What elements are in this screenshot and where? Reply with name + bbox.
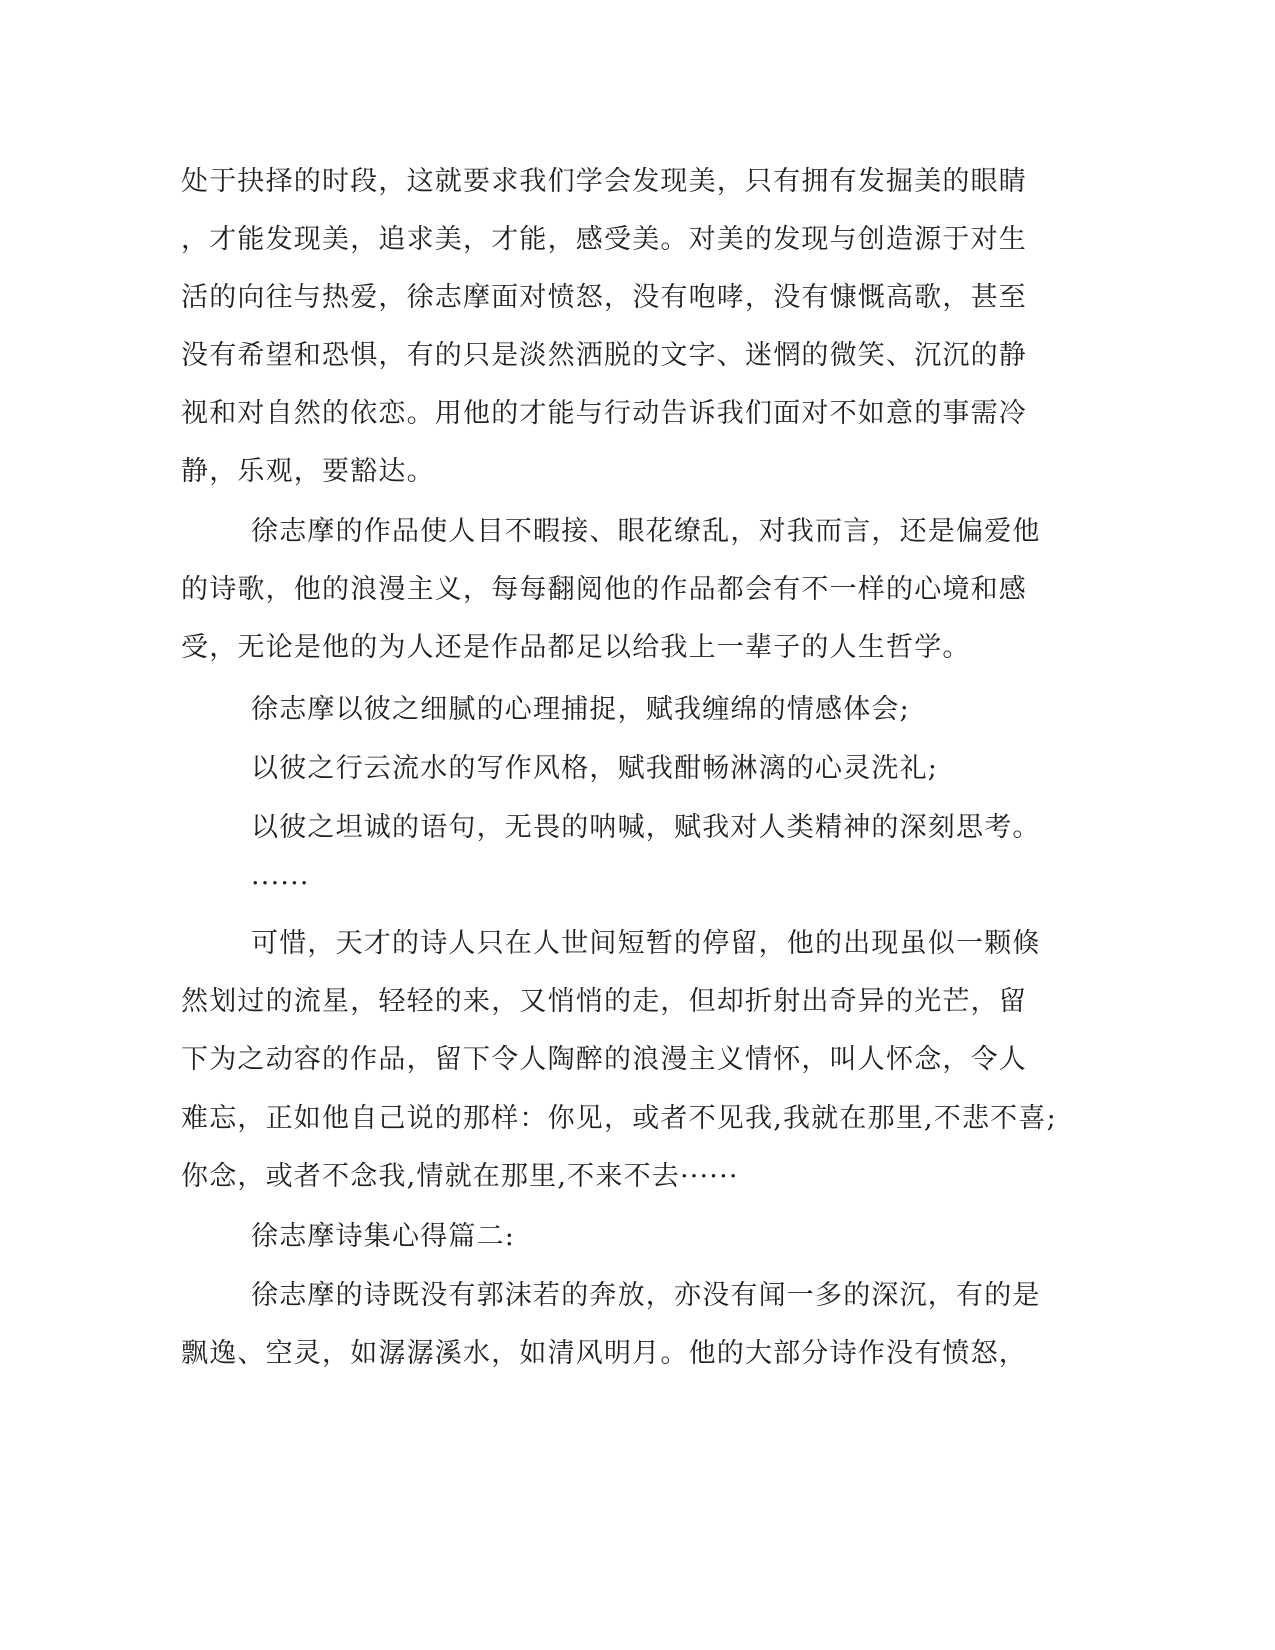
text-line: 以彼之坦诚的语句，无畏的呐喊，赋我对人类精神的深刻思考。 <box>251 812 1041 843</box>
text-line: 难忘，正如他自己说的那样：你见，或者不见我,我就在那里,不悲不喜; <box>181 1103 1057 1134</box>
text-line: 受，无论是他的为人还是作品都足以给我上一辈子的人生哲学。 <box>181 632 971 663</box>
text-line: 徐志摩的诗既没有郭沫若的奔放，亦没有闻一多的深沉，有的是 <box>251 1280 1041 1311</box>
text-line: ······ <box>251 868 310 899</box>
text-line: 没有希望和恐惧，有的只是淡然洒脱的文字、迷惘的微笑、沉沉的静 <box>181 340 1027 371</box>
text-line: 以彼之行云流水的写作风格，赋我酣畅淋漓的心灵洗礼; <box>251 753 939 784</box>
text-line: 可惜，天才的诗人只在人世间短暂的停留，他的出现虽似一颗倏 <box>251 928 1041 959</box>
text-line: 处于抉择的时段，这就要求我们学会发现美，只有拥有发掘美的眼睛 <box>181 166 1027 197</box>
text-line: 飘逸、空灵，如潺潺溪水，如清风明月。他的大部分诗作没有愤怒， <box>181 1338 1027 1369</box>
text-line: 的诗歌，他的浪漫主义，每每翻阅他的作品都会有不一样的心境和感 <box>181 574 1027 605</box>
text-line: 静，乐观，要豁达。 <box>181 456 435 487</box>
text-line: 活的向往与热爱，徐志摩面对愤怒，没有咆哮，没有慷慨高歌，甚至 <box>181 282 1027 313</box>
text-line: 徐志摩的作品使人目不暇接、眼花缭乱，对我而言，还是偏爱他 <box>251 516 1041 547</box>
text-line: 徐志摩以彼之细腻的心理捕捉，赋我缠绵的情感体会; <box>251 694 910 725</box>
section-heading: 徐志摩诗集心得篇二: <box>251 1221 516 1252</box>
text-line: 然划过的流星，轻轻的来，又悄悄的走，但却折射出奇异的光芒，留 <box>181 986 1027 1017</box>
text-line: 下为之动容的作品，留下令人陶醉的浪漫主义情怀，叫人怀念，令人 <box>181 1044 1027 1075</box>
text-line: 你念，或者不念我,情就在那里,不来不去······ <box>181 1161 739 1192</box>
text-line: 视和对自然的依恋。用他的才能与行动告诉我们面对不如意的事需冷 <box>181 398 1027 429</box>
text-line: ，才能发现美，追求美，才能，感受美。对美的发现与创造源于对生 <box>181 224 1027 255</box>
